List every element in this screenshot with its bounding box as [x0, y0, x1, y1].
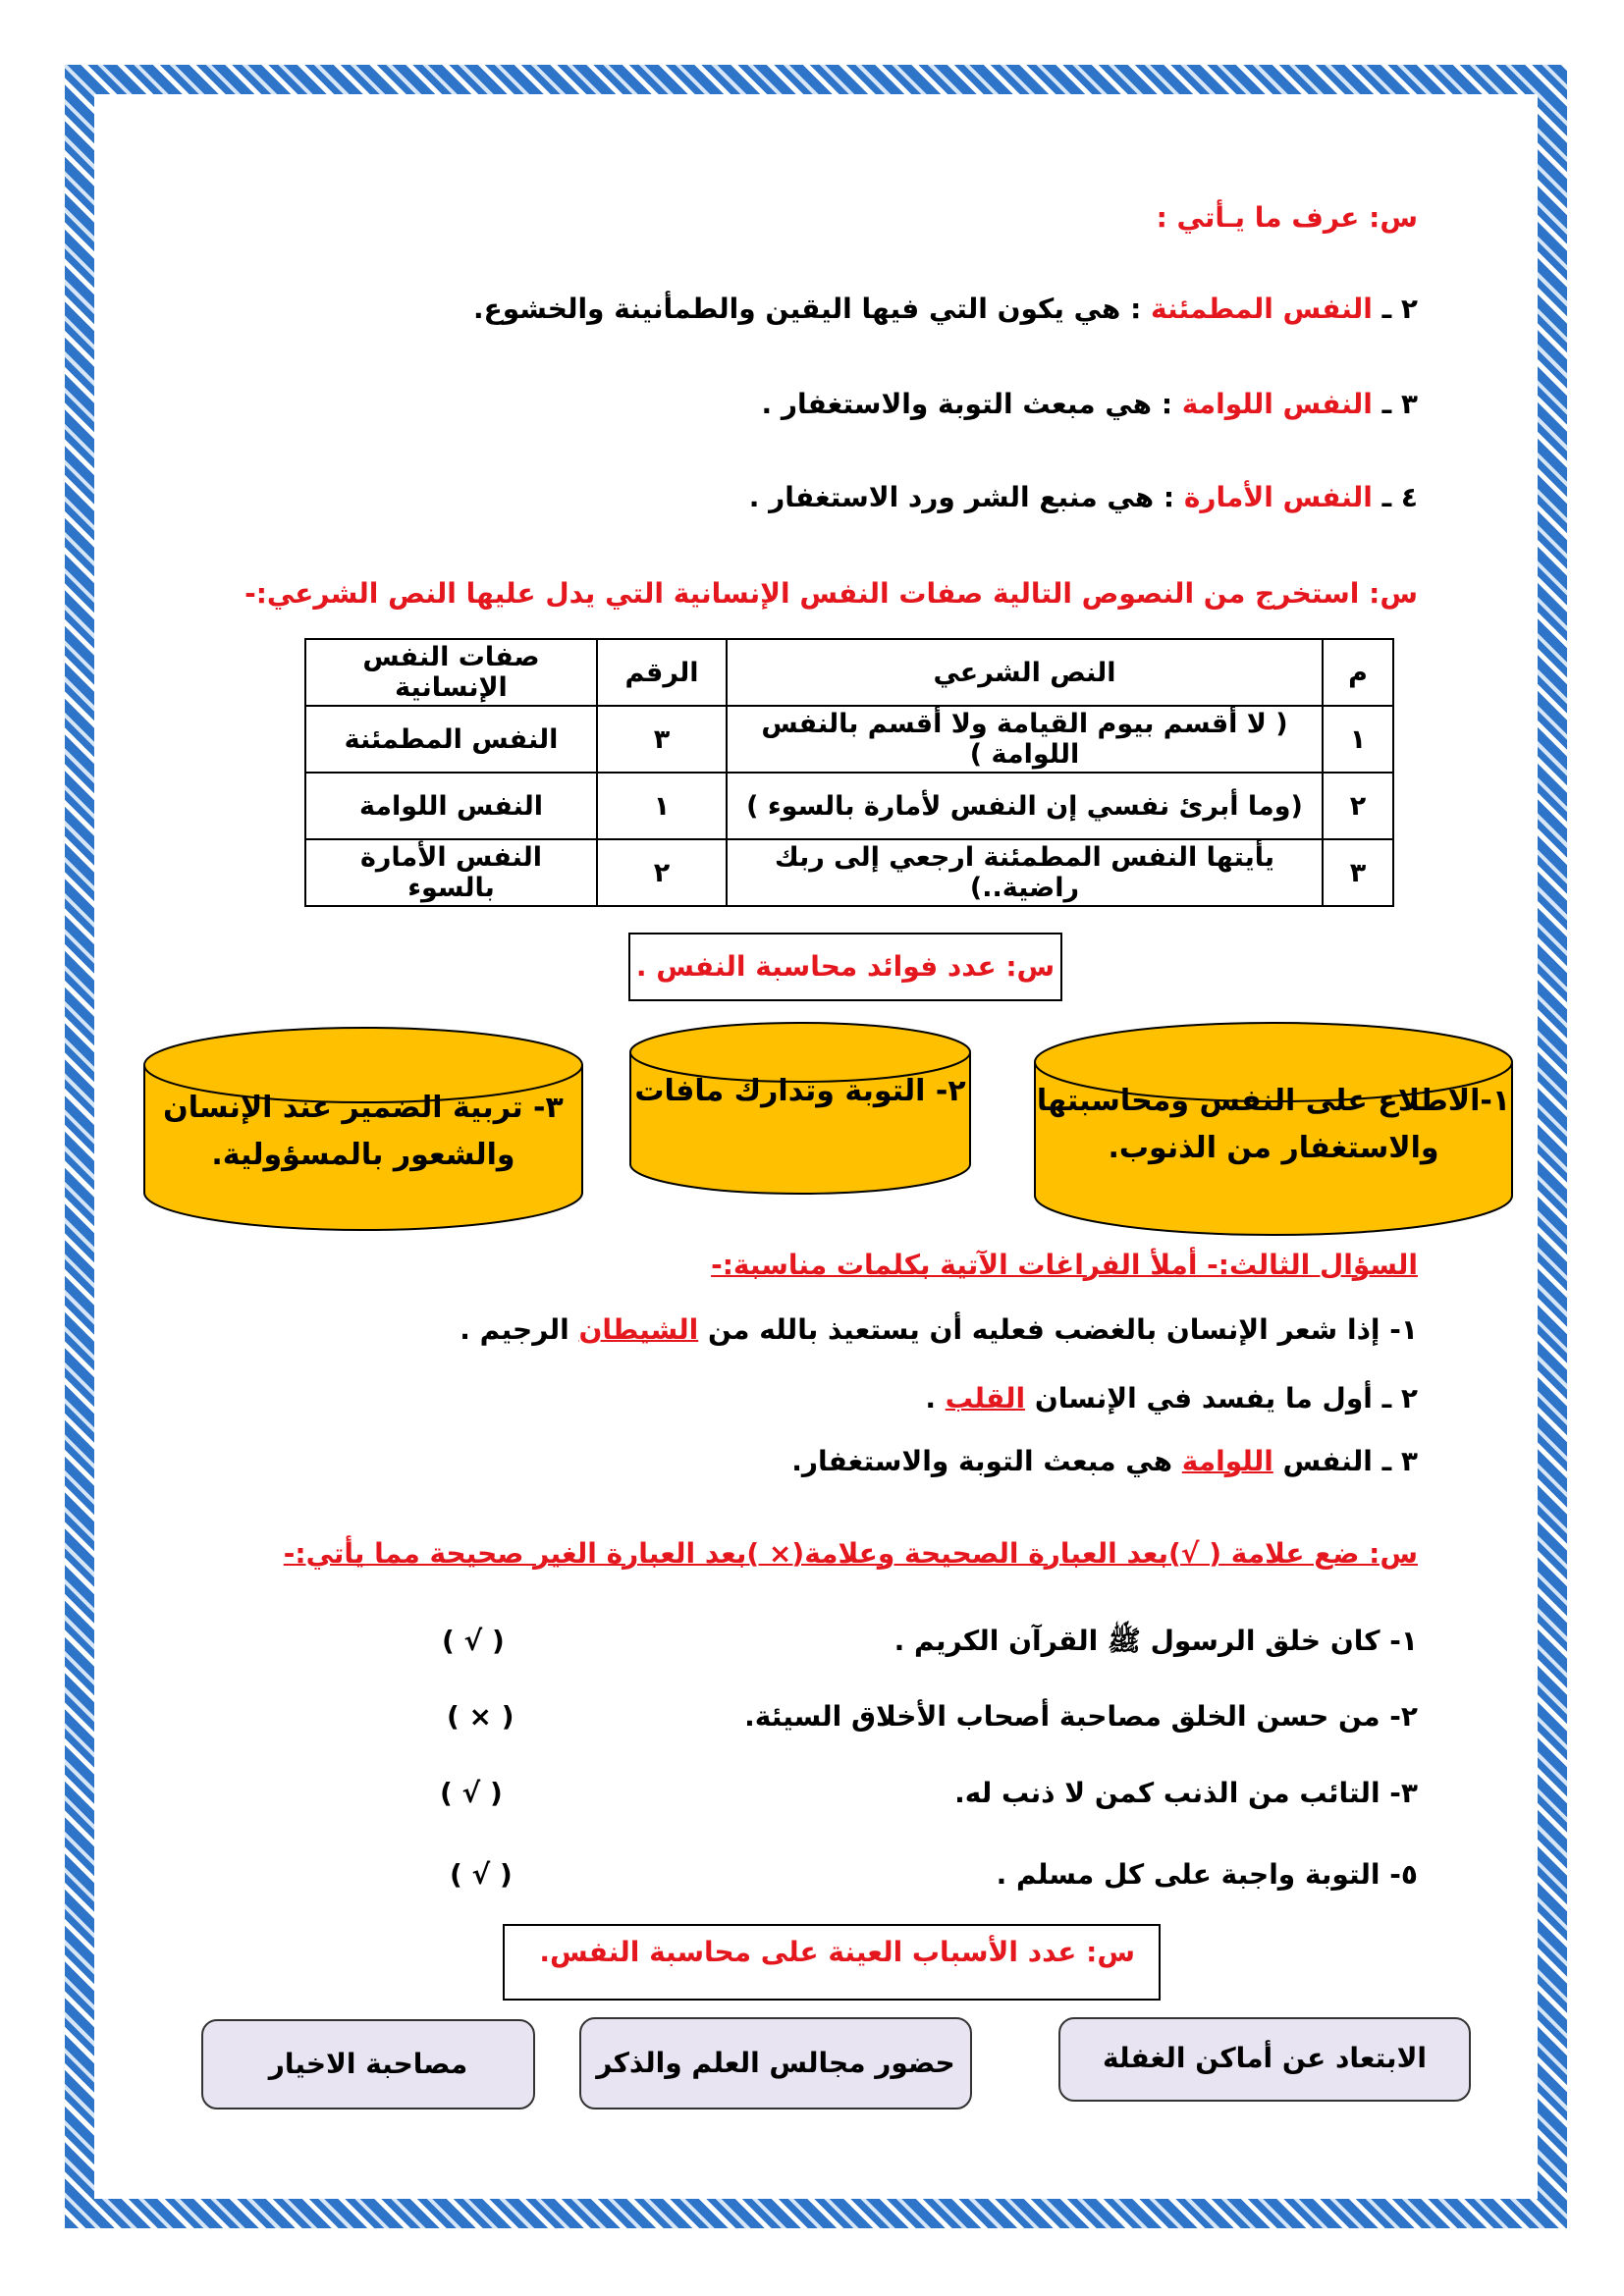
- blank-answer: الشيطان: [578, 1313, 699, 1346]
- q1-item-1: ٢ ـ النفس المطمئنة : هي يكون التي فيها اليقين والطمأنينة والخشوع.: [472, 293, 1418, 325]
- table-cell: ١: [597, 773, 727, 839]
- true-false-mark: ( × ): [447, 1700, 514, 1733]
- benefit-line: ٣- تربية الضمير عند الإنسان: [163, 1091, 564, 1125]
- q1-term: النفس الأمارة: [1183, 481, 1373, 513]
- benefit-cylinder-2: [628, 1021, 972, 1198]
- q1-title: س: عرف ما يـأتي :: [1156, 201, 1418, 234]
- q6-title: س: عدد الأسباب العينة على محاسبة النفس.: [539, 1936, 1135, 1968]
- table-header: الرقم: [597, 639, 727, 706]
- q4-title: السؤال الثالث:- أملأ الفراغات الآتية بكلمات مناسبة:-: [711, 1249, 1418, 1281]
- table-cell: النفس اللوامة: [305, 773, 597, 839]
- fill-blank-item: ٢ ـ أول ما يفسد في الإنسان القلب .: [925, 1382, 1418, 1415]
- q3-title-box: [628, 933, 1062, 1001]
- table-cell: النفس المطمئنة: [305, 706, 597, 773]
- q6-title-box: [503, 1924, 1161, 2001]
- table-cell: (وما أبرئ نفسي إن النفس لأمارة بالسوء ): [727, 773, 1323, 839]
- q2-title: س: استخرج من النصوص التالية صفات النفس الإنسانية التي يدل عليها النص الشرعي:-: [244, 577, 1418, 610]
- table-cell: ٣: [597, 706, 727, 773]
- true-false-statement: ١- كان خلق الرسول ﷺ القرآن الكريم .: [893, 1625, 1418, 1657]
- true-false-statement: ٢- من حسن الخلق مصاحبة أصحاب الأخلاق السيئة.: [744, 1700, 1418, 1733]
- table-cell: ٢: [1323, 773, 1393, 839]
- q1-term: النفس اللوامة: [1181, 388, 1373, 420]
- table-cell: ٢: [597, 839, 727, 906]
- benefit-cylinder-3: [142, 1026, 584, 1232]
- q3-title: س: عدد فوائد محاسبة النفس .: [635, 950, 1056, 983]
- table-row: [305, 773, 1393, 839]
- true-false-mark: ( √ ): [440, 1777, 503, 1809]
- benefit-line: ١-الاطلاع على النفس ومحاسبتها: [1036, 1084, 1511, 1118]
- texts-table: [304, 638, 1394, 907]
- table-cell: ١: [1323, 706, 1393, 773]
- fill-blank-item: ١- إذا شعر الإنسان بالغضب فعليه أن يستعيذ بالله من الشيطان الرجيم .: [460, 1313, 1418, 1346]
- table-header-row: [305, 639, 1393, 706]
- table-header: النص الشرعي: [727, 639, 1323, 706]
- table-row: [305, 839, 1393, 906]
- table-cell: ٣: [1323, 839, 1393, 906]
- table-header: صفات النفس الإنسانية: [305, 639, 597, 706]
- q1-term: النفس المطمئنة: [1151, 293, 1373, 325]
- benefit-line: والشعور بالمسؤولية.: [211, 1138, 515, 1172]
- cause-box: الابتعاد عن أماكن الغفلة: [1058, 2017, 1471, 2102]
- table-cell: ( لا أقسم بيوم القيامة ولا أقسم بالنفس اللوامة ): [727, 706, 1323, 773]
- blank-answer: اللوامة: [1181, 1445, 1273, 1477]
- benefit-cylinder-1: [1033, 1021, 1514, 1237]
- table-cell: يأيتها النفس المطمئنة ارجعي إلى ربك راضية..): [727, 839, 1323, 906]
- q1-item-3: ٤ ـ النفس الأمارة : هي منبع الشر ورد الاستغفار .: [748, 481, 1418, 513]
- blank-answer: القلب: [945, 1382, 1026, 1415]
- true-false-mark: ( √ ): [442, 1625, 505, 1657]
- table-row: [305, 706, 1393, 773]
- true-false-mark: ( √ ): [450, 1858, 513, 1891]
- true-false-statement: ٣- التائب من الذنب كمن لا ذنب له.: [954, 1777, 1418, 1809]
- cause-box: حضور مجالس العلم والذكر: [579, 2017, 972, 2109]
- true-false-statement: ٥- التوبة واجبة على كل مسلم .: [996, 1858, 1418, 1891]
- q1-item-2: ٣ ـ النفس اللوامة : هي مبعث التوبة والاستغفار .: [761, 388, 1418, 420]
- cause-box: مصاحبة الاخيار: [201, 2019, 535, 2109]
- fill-blank-item: ٣ ـ النفس اللوامة هي مبعث التوبة والاستغفار.: [791, 1445, 1418, 1477]
- table-cell: النفس الأمارة بالسوء: [305, 839, 597, 906]
- q5-title: س: ضع علامة ( √)بعد العبارة الصحيحة وعلامة(× )بعد العبارة الغير صحيحة مما يأتي:-: [283, 1537, 1418, 1570]
- table-header: م: [1323, 639, 1393, 706]
- benefit-line: والاستغفار من الذنوب.: [1108, 1131, 1439, 1165]
- benefit-line: ٢- التوبة وتدارك مافات: [634, 1074, 966, 1108]
